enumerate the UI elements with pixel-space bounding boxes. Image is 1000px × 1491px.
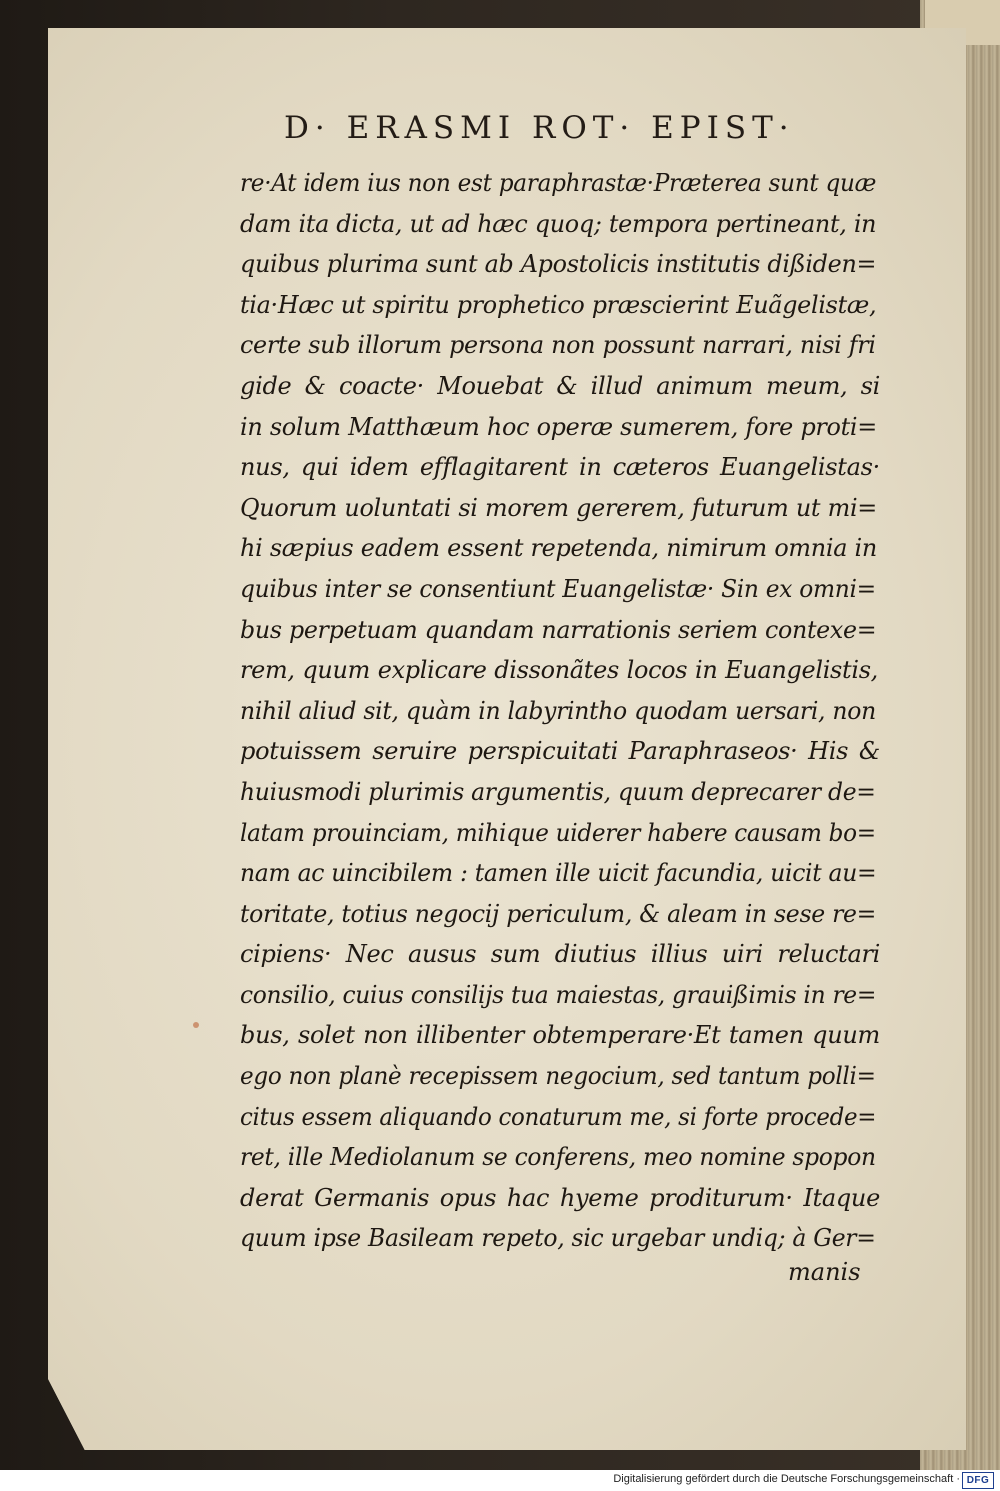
text-line: tia·Hæc ut spiritu prophetico præscierint Euãgelistæ,: [240, 290, 877, 319]
text-line: certe sub illorum persona non possunt narrari, nisi fri: [240, 331, 876, 360]
running-title: D· ERASMI ROT· EPIST·: [284, 110, 795, 146]
text-line: latam prouinciam, mihique uiderer habere causam bo=: [240, 818, 876, 847]
text-line: potuissem seruire perspicuitati Paraphraseos· His &: [240, 737, 880, 766]
text-line: nihil aliud sit, quàm in labyrintho quodam uersari, non: [240, 696, 876, 725]
text-line: gide & coacte· Mouebat & illud animum meum, si: [240, 371, 880, 400]
text-line: in solum Matthæum hoc operæ sumerem, fore proti=: [240, 412, 877, 441]
dfg-logo: DFG: [962, 1472, 994, 1489]
catchword: manis: [788, 1258, 861, 1286]
ink-smudge: [193, 1022, 199, 1028]
text-line: nus, qui idem efflagitarent in cæteros Euangelistas·: [240, 453, 880, 482]
text-line: citus essem aliquando conaturum me, si forte procede=: [240, 1102, 877, 1131]
text-line: re·At idem ius non est paraphrastæ·Præterea sunt quæ: [240, 169, 877, 197]
text-line: toritate, totius negocij periculum, & aleam in sese re=: [240, 899, 877, 928]
text-line: quibus inter se consentiunt Euangelistæ· Sin ex omni=: [240, 574, 876, 603]
text-line: derat Germanis opus hac hyeme proditurum· Itaque: [240, 1183, 880, 1212]
text-line: cipiens· Nec ausus sum diutius illius uiri reluctari: [240, 940, 880, 969]
text-line: ret, ille Mediolanum se conferens, meo nomine spopon: [240, 1143, 876, 1172]
text-line: huiusmodi plurimis argumentis, quum deprecarer de=: [240, 777, 876, 806]
text-line: Quorum uoluntati si morem gererem, futurum ut mi=: [240, 493, 877, 522]
text-line: bus perpetuam quandam narrationis seriem contexe=: [240, 615, 877, 644]
text-line: quum ipse Basileam repeto, sic urgebar undiq; à Ger=: [240, 1224, 876, 1253]
text-line: dam ita dicta, ut ad hæc quoq; tempora pertineant, in: [240, 209, 877, 238]
text-line: rem, quum explicare dissonãtes locos in Euangelistis,: [240, 656, 878, 685]
body-text: [240, 163, 880, 1259]
text-line: nam ac uincibilem : tamen ille uicit facundia, uicit au=: [240, 859, 877, 888]
text-line: consilio, cuius consilijs tua maiestas, grauißimis in re=: [240, 980, 877, 1009]
funding-credit: Digitalisierung gefördert durch die Deutsche Forschungsgemeinschaft ·: [613, 1473, 960, 1485]
text-line: ego non planè recepissem negocium, sed tantum polli=: [240, 1062, 876, 1091]
text-line: quibus plurima sunt ab Apostolicis institutis dißiden=: [240, 250, 877, 279]
text-line: hi sæpius eadem essent repetenda, nimirum omnia in: [240, 534, 877, 563]
text-line: bus, solet non illibenter obtemperare·Et tamen quum: [240, 1021, 880, 1050]
